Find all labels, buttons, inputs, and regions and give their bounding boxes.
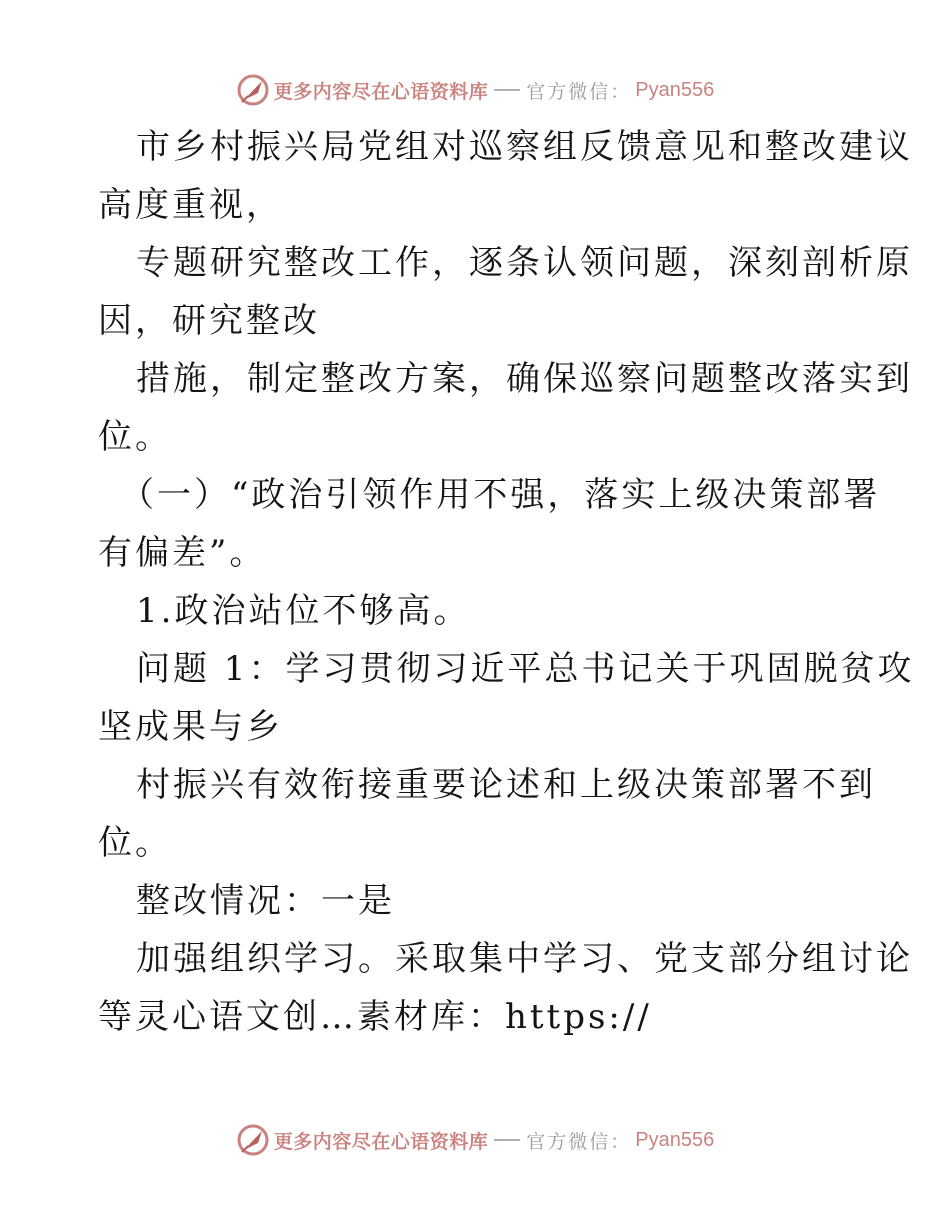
- text-line: 坚成果与乡: [98, 707, 283, 747]
- footer-watermark: [0, 1120, 950, 1160]
- text-line: 位。: [98, 823, 172, 863]
- text-line: 有偏差”。: [98, 533, 267, 573]
- watermark-account-id: Pyan556: [635, 1128, 715, 1151]
- document-body: [98, 118, 915, 1046]
- watermark-brand-text: 更多内容尽在心语资料库: [273, 1130, 489, 1153]
- subsection-heading: 1.政治站位不够高。: [136, 591, 471, 631]
- watermark-official-label: 官方微信：: [526, 80, 632, 103]
- text-line: 问题 1：学习贯彻习近平总书记关于巩固脱贫攻: [136, 649, 915, 689]
- text-line: 位。: [98, 417, 172, 457]
- text-line: 措施，制定整改方案，确保巡察问题整改落实到: [136, 359, 913, 399]
- quill-logo-icon: [236, 1123, 270, 1157]
- watermark-brand-text: 更多内容尽在心语资料库: [273, 80, 489, 103]
- text-line: 高度重视，: [98, 185, 283, 225]
- header-watermark: [0, 70, 950, 110]
- watermark-dash: [494, 1139, 520, 1141]
- text-line: 因，研究整改: [98, 301, 320, 341]
- section-heading: （一）“政治引领作用不强，落实上级决策部署: [120, 475, 881, 515]
- text-line: 市乡村振兴局党组对巡察组反馈意见和整改建议: [136, 127, 913, 167]
- text-line: 村振兴有效衔接重要论述和上级决策部署不到: [136, 765, 876, 805]
- watermark-dash: [494, 89, 520, 91]
- watermark-official-label: 官方微信：: [526, 1130, 632, 1153]
- text-line: 加强组织学习。采取集中学习、党支部分组讨论: [136, 939, 913, 979]
- quill-logo-icon: [236, 73, 270, 107]
- text-line: 等灵心语文创…素材库：https://: [98, 997, 652, 1037]
- text-line: 专题研究整改工作，逐条认领问题，深刻剖析原: [136, 243, 913, 283]
- text-line: 整改情况：一是: [136, 881, 395, 921]
- watermark-account-id: Pyan556: [635, 78, 715, 101]
